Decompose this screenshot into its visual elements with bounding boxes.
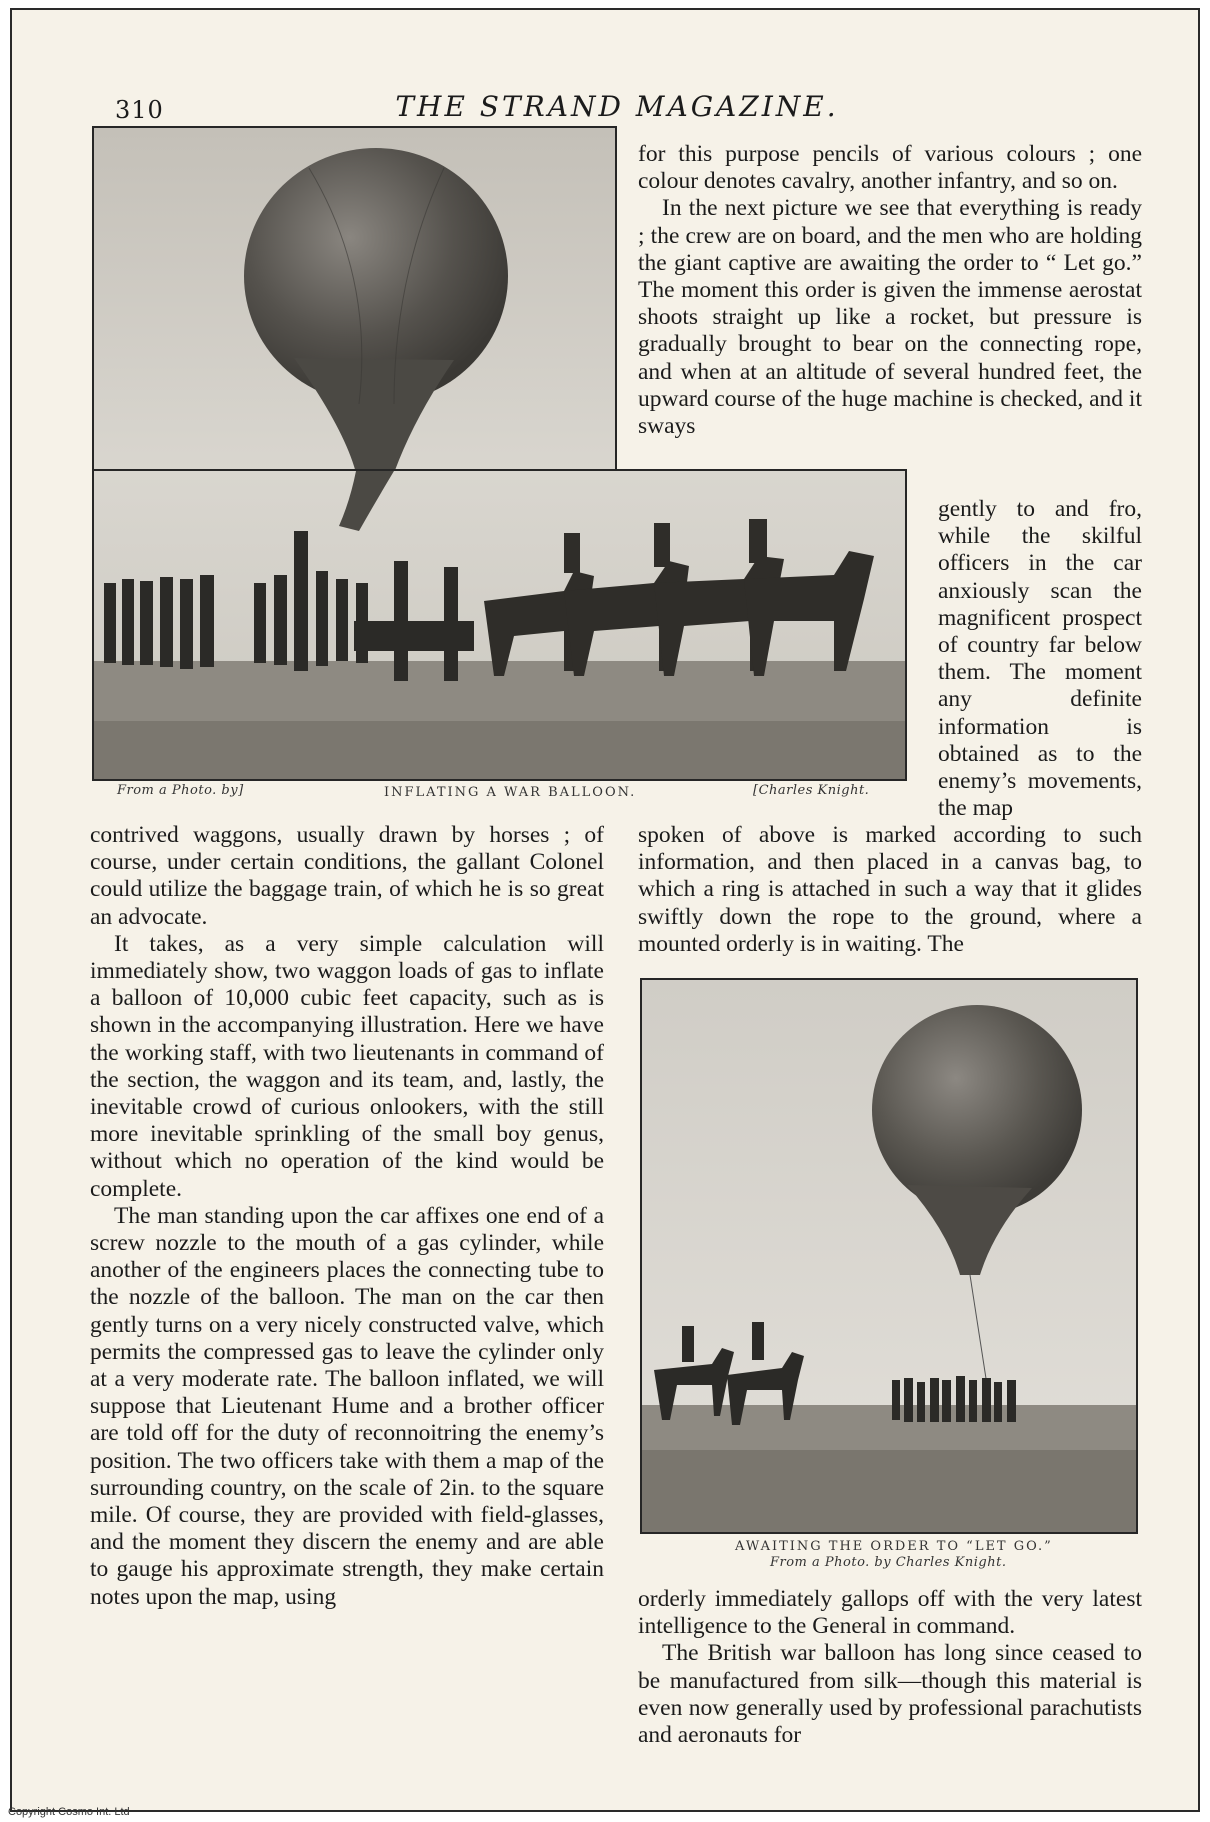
paragraph: In the next picture we see that everything is ready ; the crew are on board, and the men who are holding the giant captive are awaiting the order to “ Let go.” The moment this order is given the immense aerostat shoots straight up like a rocket, but pressure is gradually brought to bear on the connecting rope, and when at an altitude of several hundred feet, the upward course of the huge machine is checked, and it sways (638, 195, 1142, 440)
figure2-caption-title: AWAITING THE ORDER TO “LET GO.” (735, 1539, 1053, 1554)
paragraph: spoken of above is marked according to such information, and then placed in a canvas bag, to which a ring is attached in such a way that it glides swiftly down the rope to the ground, where a mounted orderly is in waiting. The (638, 822, 1142, 957)
figure2-caption-credit: From a Photo. by Charles Knight. (770, 1555, 1007, 1570)
paragraph: It takes, as a very simple calculation will immediately show, two waggon loads of gas to inflate a balloon of 10,000 cubic feet capacity, such as is shown in the accompanying illustration. Here we have the working staff, with two lieutenants in command of the section, the waggon and its team, and, lastly, the inevitable crowd of curious onlookers, with the still more inevitable sprinkling of the small boy genus, without which no operation of the kind would be complete. (90, 930, 604, 1202)
right-column-bottom (638, 1586, 1142, 1749)
photo-inflating-balloon-upper (92, 126, 617, 471)
paragraph: The British war balloon has long since ceased to be manufactured from silk—though this material is even now generally used by professional parachutists and aeronauts for (638, 1640, 1142, 1749)
right-column-middle (638, 822, 1142, 958)
paragraph: orderly immediately gallops off with the very latest intelligence to the General in command. (638, 1586, 1142, 1640)
page-number: 310 (115, 96, 164, 124)
paragraph: The man standing upon the car affixes one end of a screw nozzle to the mouth of a gas cylinder, while another of the engineers places the connecting tube to the nozzle of the balloon. The man on the car then gently turns on a very nicely constructed valve, which permits the compressed gas to leave the cylinder only at a very moderate rate. The balloon inflated, we will suppose that Lieutenant Hume and a brother officer are told off for the duty of reconnoitring the enemy’s position. The two officers take with them a map of the surrounding country, on the scale of 2in. to the square mile. Of course, they are provided with field-glasses, and the moment they discern the enemy and are able to gauge his approximate strength, they make certain notes upon the map, using (90, 1202, 604, 1610)
right-column-narrow (938, 496, 1142, 822)
paragraph: contrived waggons, usually drawn by horses ; of course, under certain conditions, the gallant Colonel could utilize the baggage train, of which he is so great an advocate. (90, 822, 604, 930)
running-title: THE STRAND MAGAZINE. (395, 90, 839, 123)
magazine-page (10, 8, 1200, 1812)
copyright-notice: Copyright Cosmo Int. Ltd (8, 1806, 130, 1818)
balloon-envelope-aloft (872, 1005, 1082, 1215)
paragraph: for this purpose pencils of various colours ; one colour denotes cavalry, another infantry, and so on. (638, 141, 1142, 195)
left-column (90, 822, 604, 1611)
photo-awaiting-let-go (640, 978, 1138, 1534)
figure1-caption-center: INFLATING A WAR BALLOON. (384, 785, 637, 800)
crowd-and-horses-illustration (94, 471, 905, 779)
photo-inflating-balloon-lower (92, 469, 907, 781)
paragraph: gently to and fro, while the skilful officers in the car anxiously scan the magnificent prospect of country far below them. The moment any definite information is obtained as to the enemy’s movements, the map (938, 496, 1142, 822)
balloon-aloft-illustration (642, 980, 1136, 1532)
balloon-illustration (94, 128, 615, 471)
figure1-caption-left: From a Photo. by] (117, 783, 244, 798)
right-column-top (638, 141, 1142, 440)
figure1-caption-right: [Charles Knight. (753, 783, 870, 798)
